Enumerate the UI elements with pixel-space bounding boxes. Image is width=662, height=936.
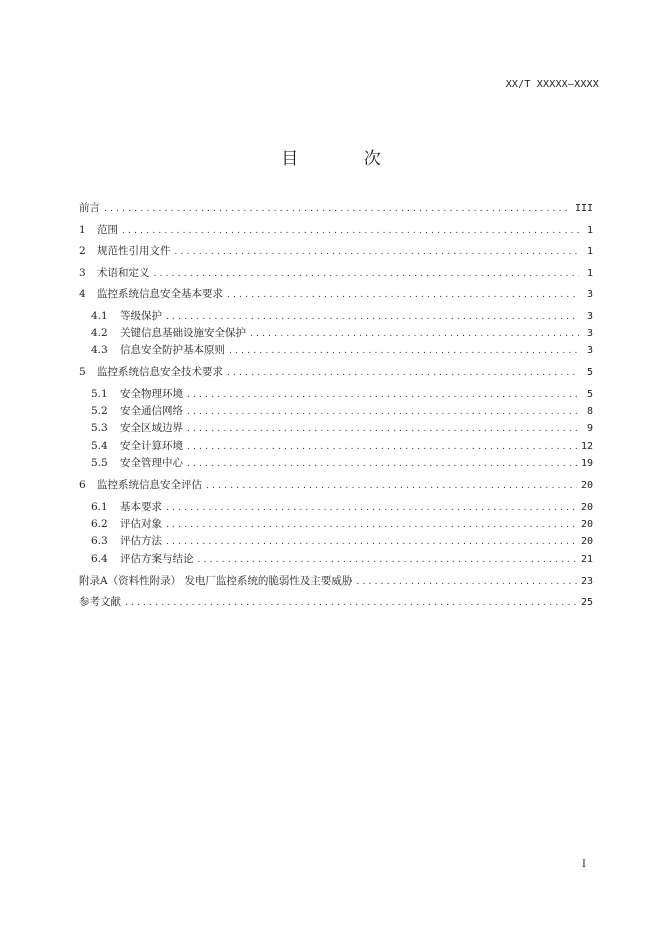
toc-dot-leader — [125, 595, 577, 612]
toc-entry-label: 安全物理环境 — [120, 387, 183, 400]
toc-entry[interactable] — [79, 222, 593, 239]
toc-entry-number: 6.3 — [91, 535, 108, 548]
toc-entry[interactable] — [79, 594, 593, 611]
toc-entry[interactable] — [79, 499, 593, 516]
toc-entry[interactable] — [79, 551, 593, 568]
toc-entry[interactable] — [79, 533, 593, 550]
toc-entry[interactable] — [79, 516, 593, 533]
toc-entry-label: 监控系统信息安全基本要求 — [97, 288, 223, 300]
toc-entry-number: 5.5 — [91, 457, 108, 470]
toc-entry-page: 21 — [580, 553, 593, 565]
toc-entry-number: 1 — [79, 223, 86, 236]
toc-entry[interactable] — [79, 455, 593, 472]
toc-entry-number: 5.4 — [91, 439, 108, 452]
toc-entry-number: 5 — [79, 366, 86, 379]
toc-entry-number: 6.4 — [91, 552, 108, 565]
toc-entry-page: 3 — [586, 345, 593, 357]
toc-dot-leader — [166, 500, 577, 517]
toc-dot-leader — [166, 309, 579, 326]
toc-entry-label: 监控系统信息安全技术要求 — [97, 366, 223, 379]
toc-entry[interactable] — [79, 420, 593, 437]
toc-entry-page: III — [574, 203, 593, 214]
toc-dot-leader — [187, 404, 579, 421]
toc-entry-page: 9 — [586, 423, 593, 435]
toc-entry-page: 23 — [580, 575, 593, 587]
toc-entry-page: 3 — [586, 310, 593, 322]
toc-entry-label: 范围 — [97, 223, 118, 236]
toc-entry-label: 评估方案与结论 — [120, 552, 194, 565]
toc-entry-page: 19 — [580, 458, 593, 470]
toc-dot-leader — [227, 365, 579, 382]
toc-entry-label: 安全计算环境 — [120, 439, 183, 452]
toc-entry-label: 参考文献 — [79, 596, 121, 609]
toc-entry-page: 8 — [586, 406, 593, 418]
toc-entry-page: 5 — [586, 388, 593, 400]
toc-entry-page: 1 — [586, 224, 593, 236]
toc-entry-number: 6 — [79, 479, 86, 492]
toc-entry-page: 1 — [586, 246, 593, 257]
toc-entry-page: 20 — [580, 536, 593, 548]
toc-dot-leader — [187, 456, 577, 473]
toc-dot-leader — [154, 266, 580, 283]
toc-dot-leader — [227, 287, 579, 304]
toc-entry[interactable] — [79, 308, 593, 325]
toc-entry-page: 20 — [580, 480, 593, 492]
toc-entry-number: 4.1 — [91, 309, 108, 322]
toc-entry[interactable] — [79, 286, 593, 303]
toc-entry[interactable] — [79, 438, 593, 455]
toc-entry-page: 1 — [586, 267, 593, 279]
toc-entry[interactable] — [79, 325, 593, 342]
toc-entry-page: 25 — [580, 597, 593, 609]
toc-dot-leader — [206, 478, 577, 495]
toc-dot-leader — [175, 244, 580, 261]
toc-entry[interactable] — [79, 573, 593, 590]
toc-entry[interactable] — [79, 243, 593, 260]
toc-dot-leader — [229, 343, 579, 360]
toc-entry-page: 3 — [586, 327, 593, 339]
toc-entry-label: 等级保护 — [120, 309, 162, 322]
toc-entry[interactable] — [79, 342, 593, 359]
toc-entry[interactable] — [79, 364, 593, 381]
standard-code: XX/T XXXXX—XXXX — [505, 79, 599, 90]
toc-entry-page: 5 — [586, 367, 593, 379]
toc-entry-label: 评估对象 — [120, 518, 162, 531]
toc-entry-label: 监控系统信息安全评估 — [97, 479, 202, 492]
toc-dot-leader — [250, 326, 579, 343]
toc-entry[interactable] — [79, 386, 593, 403]
toc-entry-label: 安全区域边界 — [120, 422, 183, 435]
toc-entry-label: 信息安全防护基本原则 — [120, 344, 225, 357]
toc-entry-label: 安全管理中心 — [120, 457, 183, 470]
toc-entry[interactable] — [79, 477, 593, 494]
toc-entry[interactable] — [79, 200, 593, 217]
page-title: 目 次 — [281, 149, 411, 169]
toc-entry-number: 5.1 — [91, 387, 108, 400]
toc-entry-label: 评估方法 — [120, 535, 162, 548]
footer-page-number: I — [582, 859, 586, 870]
toc-entry[interactable] — [79, 403, 593, 420]
toc-entry-number: 2 — [79, 245, 86, 257]
toc-dot-leader — [104, 201, 571, 218]
toc-entry[interactable] — [79, 265, 593, 282]
table-of-contents — [79, 200, 593, 611]
toc-entry-label: 术语和定义 — [97, 266, 150, 279]
toc-entry-label: 基本要求 — [120, 500, 162, 513]
toc-dot-leader — [356, 574, 577, 591]
toc-entry-number: 6.2 — [91, 518, 108, 531]
toc-entry-label: 规范性引用文件 — [97, 245, 171, 257]
toc-entry-page: 20 — [580, 519, 593, 531]
toc-entry-number: 3 — [79, 266, 86, 279]
toc-entry-number: 6.1 — [91, 500, 108, 513]
toc-dot-leader — [166, 534, 577, 551]
toc-entry-number: 4.2 — [91, 326, 108, 339]
toc-entry-page: 12 — [580, 440, 593, 452]
toc-entry-number: 5.3 — [91, 422, 108, 435]
toc-dot-leader — [187, 439, 577, 456]
toc-dot-leader — [166, 517, 577, 534]
toc-entry-number: 4 — [79, 288, 86, 300]
toc-entry-label: 安全通信网络 — [120, 405, 183, 418]
toc-dot-leader — [187, 421, 579, 438]
toc-entry-label: 前言 — [79, 202, 100, 214]
toc-dot-leader — [187, 387, 579, 404]
toc-dot-leader — [122, 223, 579, 240]
toc-entry-label: 附录A（资料性附录） 发电厂监控系统的脆弱性及主要威胁 — [79, 574, 353, 587]
toc-entry-page: 3 — [586, 289, 593, 300]
toc-entry-number: 4.3 — [91, 344, 108, 357]
toc-entry-number: 5.2 — [91, 405, 108, 418]
toc-entry-label: 关键信息基础设施安全保护 — [120, 326, 246, 339]
toc-entry-page: 20 — [580, 501, 593, 513]
toc-dot-leader — [198, 552, 577, 569]
